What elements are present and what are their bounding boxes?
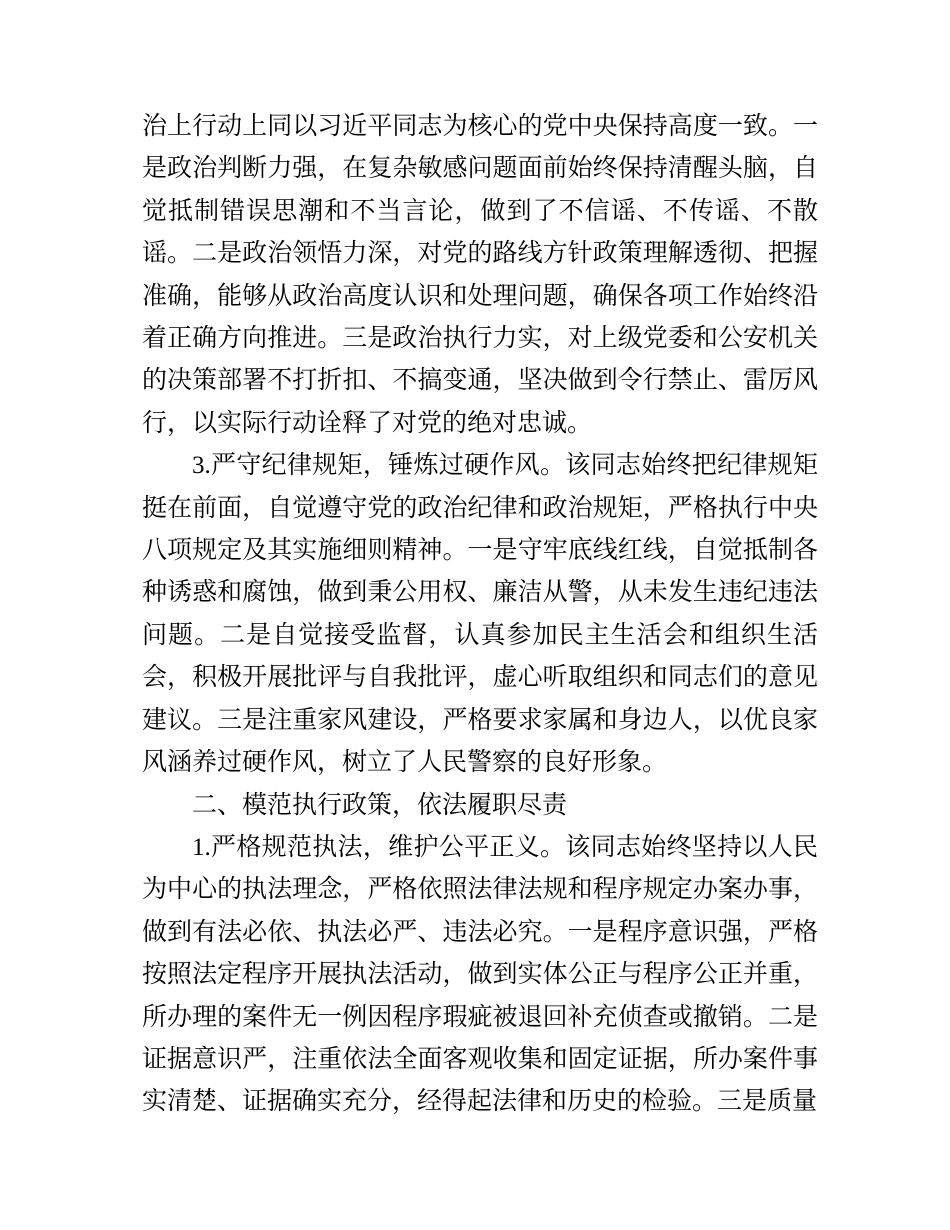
paragraph-point-3-discipline: 3.严守纪律规矩，锤炼过硬作风。该同志始终把纪律规矩挺在前面，自觉遵守党的政治纪律和政治规矩，严格执行中央八项规定及其实施细则精神。一是守牢底线红线，自觉抵制各种诱惑和腐蚀，做到秉公用权、廉洁从警，从未发生违纪违法问题。二是自觉接受监督，认真参加民主生活会和组织生活会，积极开展批评与自我批评，虚心听取组织和同志们的意见建议。三是注重家风建设，严格要求家属和身边人，以优良家风涵养过硬作风，树立了人民警察的良好形象。 xyxy=(142,452,818,777)
paragraph-point-1-law-enforcement: 1.严格规范执法，维护公平正义。该同志始终坚持以人民为中心的执法理念，严格依照法律法规和程序规定办案办事，做到有法必依、执法必严、违法必究。一是程序意识强，严格按照法定程序开展执法活动，做到实体公正与程序公正并重，所办理的案件无一例因程序瑕疵被退回补充侦查或撤销。二是证据意识严，注重依法全面客观收集和固定证据，所办案件事实清楚、证据确实充分，经得起法律和历史的检验。三是质量 xyxy=(142,833,818,1116)
document-text-block xyxy=(142,106,818,1124)
section-heading-part-two: 二、模范执行政策，依法履职尽责 xyxy=(192,791,568,819)
paragraph-political-loyalty-continuation: 治上行动上同以习近平同志为核心的党中央保持高度一致。一是政治判断力强，在复杂敏感问题面前始终保持清醒头脑，自觉抵制错误思潮和不当言论，做到了不信谣、不传谣、不散谣。二是政治领悟力深，对党的路线方针政策理解透彻、把握准确，能够从政治高度认识和处理问题，确保各项工作始终沿着正确方向推进。三是政治执行力实，对上级党委和公安机关的决策部署不打折扣、不搞变通，坚决做到令行禁止、雷厉风行，以实际行动诠释了对党的绝对忠诚。 xyxy=(142,113,818,437)
